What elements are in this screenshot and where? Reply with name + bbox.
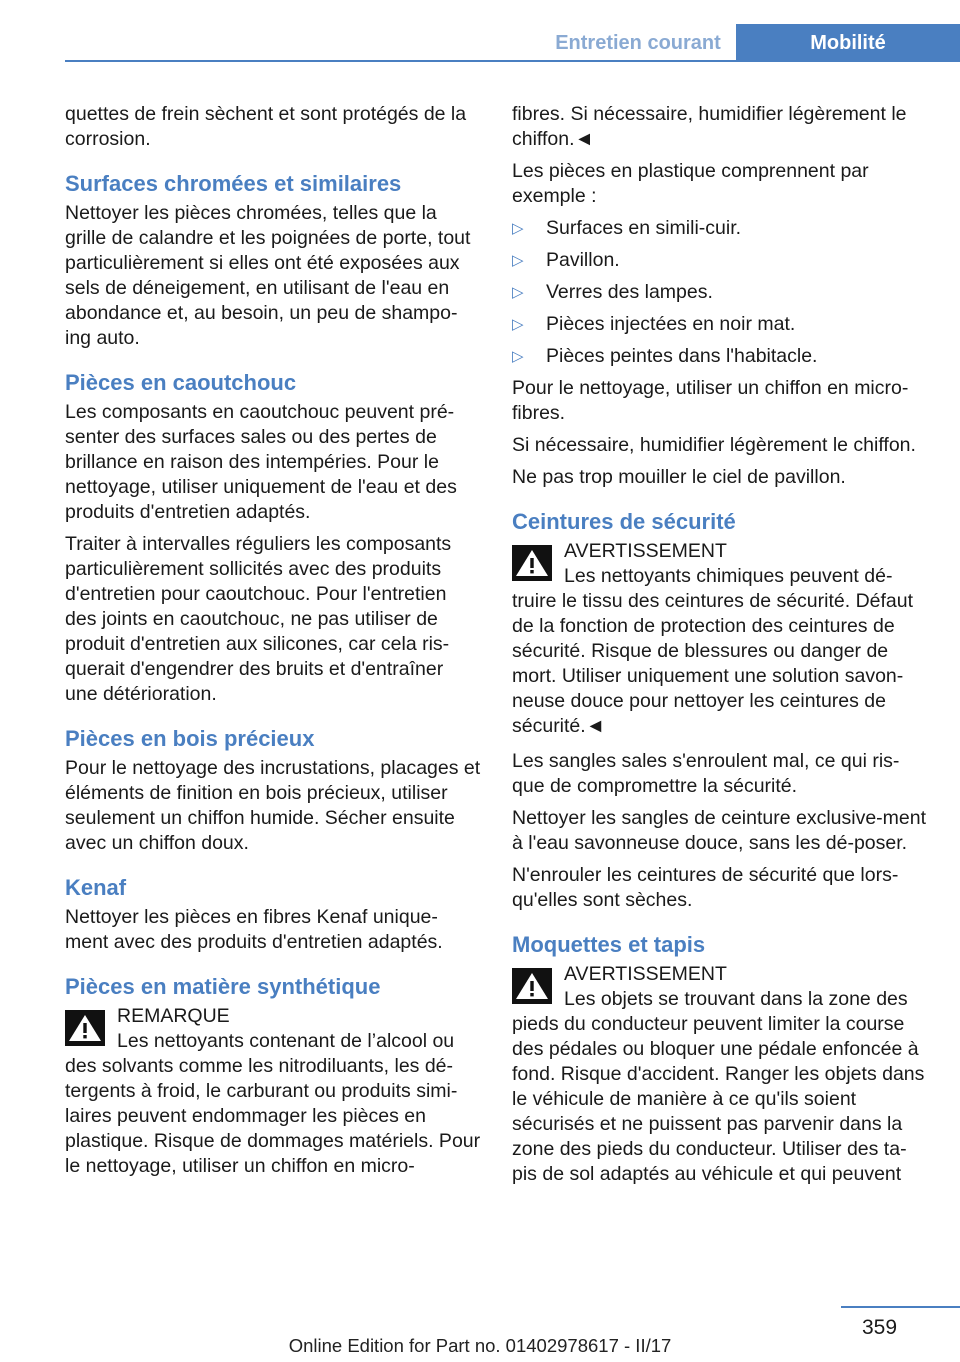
heading-wood: Pièces en bois précieux bbox=[65, 726, 315, 751]
header-divider bbox=[65, 60, 960, 62]
warning-text: pieds du conducteur peuvent limiter la course des pédales ou bloquer une pédale enfoncée à fond. Risque d'accident. Ranger les objets dans le véhicule de manière à ce qu'ils soient sécurisés et ne puissent pas parvenir dans la zone des pieds du conducteur. Utiliser des ta-pis de sol adaptés au véhicule et qui peuvent bbox=[512, 1013, 925, 1185]
triangle-bullet-icon: ▷ bbox=[512, 220, 524, 237]
heading-carpets: Moquettes et tapis bbox=[512, 932, 706, 957]
list-item: ▷ Pavillon. bbox=[512, 249, 620, 271]
notice-first-line: Les nettoyants contenant de l’alcool ou bbox=[117, 1030, 455, 1052]
page-number: 359 bbox=[862, 1316, 898, 1339]
seatbelt-text-2: Nettoyer les sangles de ceinture exclusive-ment à l'eau savonneuse douce, sans les dé-poser. bbox=[512, 807, 927, 854]
plastic-intro: Les pièces en plastique comprennent par exemple : bbox=[512, 160, 869, 207]
intro-text: quettes de frein sèchent et sont protégés de la corrosion. bbox=[65, 103, 467, 150]
footer-divider bbox=[841, 1306, 960, 1308]
list-item: ▷ Verres des lampes. bbox=[512, 281, 713, 303]
rubber-text-1: Les composants en caoutchouc peuvent pré-senter des surfaces sales ou des pertes de brillance en raison des intempéries. Pour le nettoyage, utiliser uniquement de l'eau et des produits d'entretien adaptés. bbox=[65, 401, 457, 523]
heading-synthetic: Pièces en matière synthétique bbox=[65, 974, 381, 999]
tab-chapter[interactable]: Mobilité bbox=[736, 24, 960, 62]
heading-rubber: Pièces en caoutchouc bbox=[65, 370, 297, 395]
plastic-list bbox=[512, 216, 930, 369]
triangle-bullet-icon: ▷ bbox=[512, 252, 524, 269]
warning-block-carpets bbox=[512, 962, 930, 1187]
heading-chrome: Surfaces chromées et similaires bbox=[65, 171, 402, 196]
list-item: ▷ Pièces peintes dans l'habitacle. bbox=[512, 345, 818, 367]
warning-label: AVERTISSEMENT bbox=[564, 963, 727, 985]
notice-label: REMARQUE bbox=[117, 1005, 230, 1027]
warning-triangle-icon bbox=[512, 968, 552, 1004]
cleaning-text-2: Si nécessaire, humidifier légèrement le chiffon. bbox=[512, 434, 916, 456]
wood-text: Pour le nettoyage des incrustations, placages et éléments de finition en bois précieux, utiliser seulement un chiffon humide. Sécher ensuite avec un chiffon doux. bbox=[65, 757, 481, 854]
notice-text: des solvants comme les nitrodiluants, les dé-tergents à froid, le carburant ou produits simi-laires peuvent endommager les pièces en plastique. Risque de dommages matériels. Pour le nettoyage, utiliser un chiffon en micro- bbox=[65, 1055, 481, 1177]
kenaf-text: Nettoyer les pièces en fibres Kenaf unique-ment avec des produits d'entretien adaptés. bbox=[65, 906, 443, 953]
edition-text: Online Edition for Part no. 01402978617 - II/17 bbox=[288, 1335, 672, 1356]
left-column bbox=[65, 102, 481, 1179]
list-item: ▷ Pièces injectées en noir mat. bbox=[512, 313, 796, 335]
triangle-bullet-icon: ▷ bbox=[512, 316, 524, 333]
continued-text: fibres. Si nécessaire, humidifier légèrement le chiffon.◄ bbox=[512, 103, 907, 150]
warning-triangle-icon bbox=[512, 545, 552, 581]
rubber-text-2: Traiter à intervalles réguliers les composants particulièrement sollicités avec des produits d'entretien pour caoutchouc. Pour l'entretien des joints en caoutchouc, ne pas utiliser de produit d'entretien aux silicones, car cela ris-querait d'engendrer des bruits et d'entraîner une détérioration. bbox=[65, 533, 452, 705]
warning-first-line: Les nettoyants chimiques peuvent dé- bbox=[564, 565, 893, 587]
warning-block-seatbelts bbox=[512, 539, 930, 739]
triangle-bullet-icon: ▷ bbox=[512, 284, 524, 301]
right-column bbox=[512, 102, 930, 1187]
warning-first-line: Les objets se trouvant dans la zone des bbox=[564, 988, 908, 1010]
list-item: ▷ Surfaces en simili-cuir. bbox=[512, 217, 742, 239]
chrome-text: Nettoyer les pièces chromées, telles que la grille de calandre et les poignées de porte, tout particulièrement si elles ont été exposées aux sels de déneigement, en utilisant de l'eau en abondance et, au besoin, un peu de shampo-ing auto. bbox=[65, 202, 471, 349]
heading-seatbelts: Ceintures de sécurité bbox=[512, 509, 736, 534]
triangle-bullet-icon: ▷ bbox=[512, 348, 524, 365]
cleaning-text-3: Ne pas trop mouiller le ciel de pavillon. bbox=[512, 466, 846, 488]
warning-triangle-icon bbox=[65, 1010, 105, 1046]
heading-kenaf: Kenaf bbox=[65, 875, 127, 900]
seatbelt-text-1: Les sangles sales s'enroulent mal, ce qui ris-que de compromettre la sécurité. bbox=[512, 750, 900, 797]
warning-text: truire le tissu des ceintures de sécurité. Défaut de la fonction de protection des ceintures de sécurité. Risque de blessures ou danger de mort. Utiliser uniquement une solution savon-neuse douce pour nettoyer les ceintures de sécurité.◄ bbox=[512, 590, 914, 737]
seatbelt-text-3: N'enrouler les ceintures de sécurité que lors-qu'elles sont sèches. bbox=[512, 864, 899, 911]
notice-block bbox=[65, 1004, 481, 1179]
tab-section[interactable]: Entretien courant bbox=[555, 32, 721, 54]
warning-label: AVERTISSEMENT bbox=[564, 540, 727, 562]
cleaning-text-1: Pour le nettoyage, utiliser un chiffon en micro-fibres. bbox=[512, 377, 909, 424]
